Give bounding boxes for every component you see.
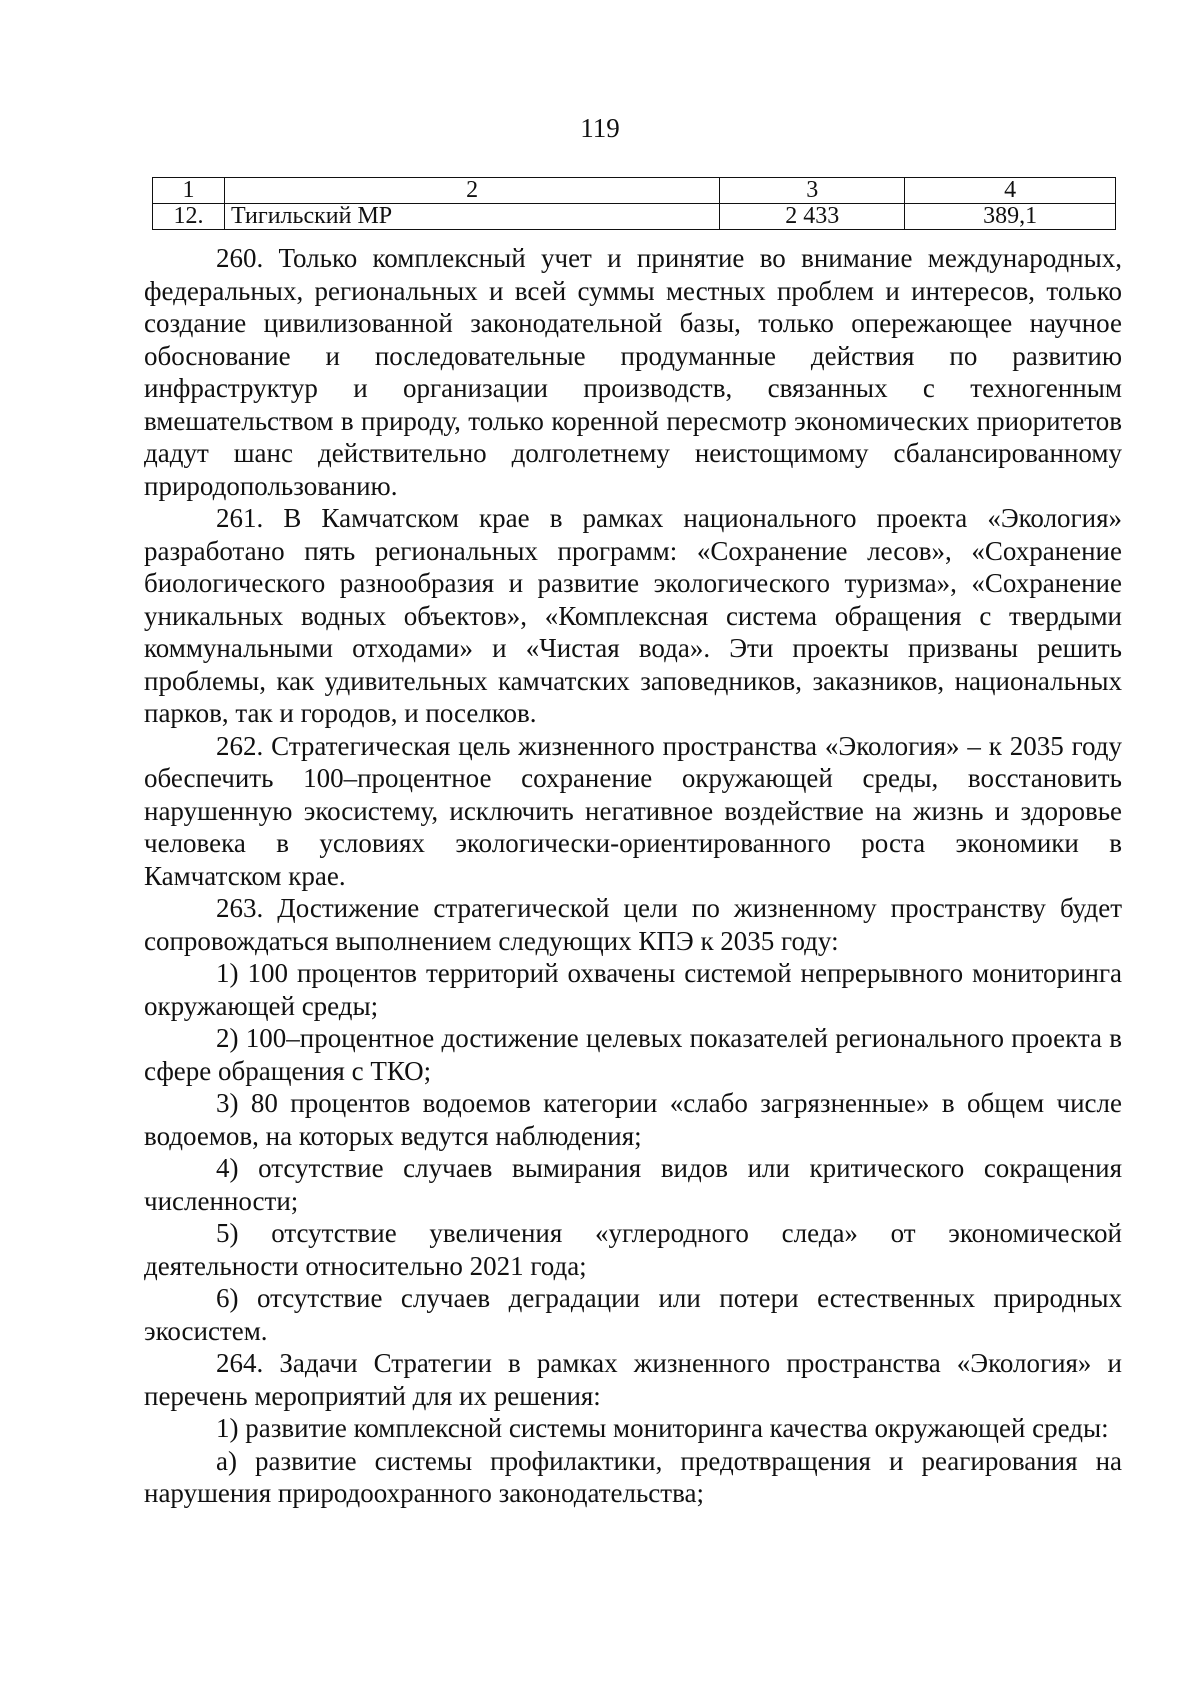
table-header-cell: 1	[153, 178, 225, 204]
table-cell-value: 389,1	[905, 204, 1116, 230]
paragraph: 261. В Камчатском крае в рамках национального проекта «Экология» разработано пять региональных программ: «Сохранение лесов», «Сохранение биологического разнообразия и развитие экологического туризма», «Сохранение уникальных водных объектов», «Комплексная система обращения с твердыми коммунальными отходами» и «Чистая вода». Эти проекты призваны решить проблемы, как удивительных камчатских заповедников, заказников, национальных парков, так и городов, и поселков.	[144, 503, 1122, 728]
table-cell-value: 2 433	[720, 204, 905, 230]
table-header-cell: 2	[224, 178, 719, 204]
table-header-cell: 4	[905, 178, 1116, 204]
table-header-cell: 3	[720, 178, 905, 204]
paragraph: 262. Стратегическая цель жизненного пространства «Экология» – к 2035 году обеспечить 100–процентное сохранение окружающей среды, восстановить нарушенную экосистему, исключить негативное воздействие на жизнь и здоровье человека в условиях экологически-ориентированного роста экономики в Камчатском крае.	[144, 730, 1122, 891]
body-text	[144, 242, 1122, 1510]
paragraph: 260. Только комплексный учет и принятие во внимание международных, федеральных, региональных и всей суммы местных проблем и интересов, только создание цивилизованной законодательной базы, только опережающее научное обоснование и последовательные продуманные действия по развитию инфраструктур и организации производств, связанных с техногенным вмешательством в природу, только коренной пересмотр экономических приоритетов дадут шанс действительно долголетнему неистощимому сбалансированному природопользованию.	[144, 243, 1122, 501]
table-cell-number: 12.	[153, 204, 225, 230]
list-item: 1) 100 процентов территорий охвачены системой непрерывного мониторинга окружающей среды;	[144, 958, 1122, 1021]
page-number: 119	[580, 113, 620, 143]
paragraph: 264. Задачи Стратегии в рамках жизненного пространства «Экология» и перечень мероприятий для их решения:	[144, 1348, 1122, 1411]
table-row	[153, 204, 1116, 230]
table-cell-district: Тигильский МР	[224, 204, 719, 230]
list-item: 6) отсутствие случаев деградации или потери естественных природных экосистем.	[144, 1283, 1122, 1346]
list-item: 4) отсутствие случаев вымирания видов или критического сокращения численности;	[144, 1153, 1122, 1216]
paragraph: 263. Достижение стратегической цели по жизненному пространству будет сопровождаться выполнением следующих КПЭ к 2035 году:	[144, 893, 1122, 956]
list-item: 5) отсутствие увеличения «углеродного следа» от экономической деятельности относительно 2021 года;	[144, 1218, 1122, 1281]
list-item: 1) развитие комплексной системы мониторинга качества окружающей среды:	[216, 1413, 1109, 1443]
list-item: 2) 100–процентное достижение целевых показателей регионального проекта в сфере обращения с ТКО;	[144, 1023, 1122, 1086]
table-header-row	[153, 178, 1116, 204]
list-item: а) развитие системы профилактики, предотвращения и реагирования на нарушения природоохранного законодательства;	[144, 1445, 1122, 1508]
list-item: 3) 80 процентов водоемов категории «слабо загрязненные» в общем числе водоемов, на которых ведутся наблюдения;	[144, 1088, 1122, 1151]
data-table	[152, 177, 1116, 230]
